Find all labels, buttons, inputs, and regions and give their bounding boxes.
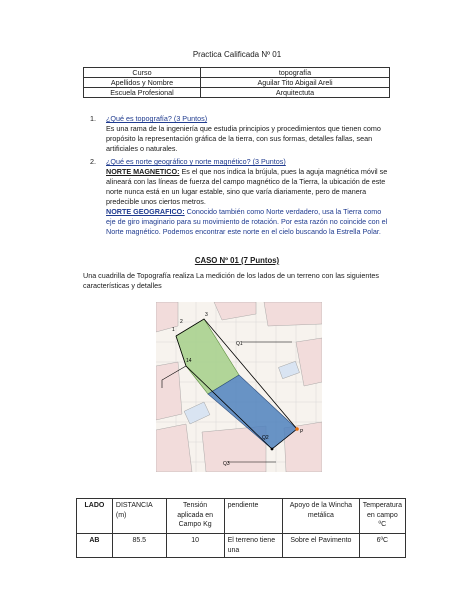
map-label: Q2 bbox=[262, 435, 269, 441]
question-answer: Es una rama de la ingeniería que estudia principios y procedimientos que tienen como propósito la representación gráfica de la tierra, con sus formas, detalles fallas, sean artificiales o naturales. bbox=[106, 124, 381, 153]
info-row bbox=[84, 88, 390, 98]
table-row bbox=[77, 534, 406, 558]
geographic-north-paragraph bbox=[106, 207, 390, 237]
station-marker bbox=[295, 427, 299, 431]
geographic-north-text: Conocido también como Norte verdadero, usa la Tierra como eje de giro imaginario para su movimiento de rotación. Por esta razón no coincide con el Norte magnético. Podemos encontrar este norte en el cielo buscando la Estrella Polar. bbox=[106, 207, 388, 236]
student-info-table bbox=[83, 67, 390, 98]
table-cell: Sobre el Pavimento bbox=[283, 534, 360, 558]
header-cell: pendiente bbox=[224, 499, 282, 534]
info-value: Arquitectuta bbox=[201, 88, 390, 98]
station-marker bbox=[271, 448, 274, 451]
info-value: Aguilar Tito Abigail Areli bbox=[201, 78, 390, 88]
map-label: Q1 bbox=[236, 341, 243, 347]
header-cell: Apoyo de la Wincha metálica bbox=[283, 499, 360, 534]
table-cell: 10 bbox=[166, 534, 224, 558]
info-row bbox=[84, 78, 390, 88]
table-cell: 85.5 bbox=[112, 534, 166, 558]
map-label: 3 bbox=[205, 312, 208, 318]
table-cell: 6ºC bbox=[359, 534, 405, 558]
case-intro: Una cuadrilla de Topografía realiza La medición de los lados de un terreno con las siguientes características y detalles bbox=[83, 271, 379, 290]
geographic-north-label: NORTE GEOGRAFICO: bbox=[106, 207, 185, 216]
table-header-row bbox=[77, 499, 406, 534]
info-value: topografía bbox=[201, 68, 390, 78]
question-heading: ¿Qué es topografía? (3 Puntos) bbox=[106, 114, 208, 123]
magnetic-north-paragraph bbox=[106, 167, 390, 207]
magnetic-north-text: Es el que nos indica la brújula, pues la aguja magnética móvil se alineará con las líneas de fuerza del campo magnético de la Tierra, la ubicación de este norte nunca está en un lugar estable, sino que varía diariamente, pero de manera predecible unos ciertos metros. bbox=[106, 167, 388, 206]
info-row bbox=[84, 68, 390, 78]
question-number: 1. bbox=[90, 114, 96, 123]
magnetic-north-label: NORTE MAGNETICO: bbox=[106, 167, 180, 176]
info-label: Apellidos y Nombre bbox=[84, 78, 201, 88]
info-label: Escuela Profesional bbox=[84, 88, 201, 98]
terrain-map bbox=[156, 302, 322, 472]
header-cell: LADO bbox=[77, 499, 113, 534]
map-label: 14 bbox=[186, 358, 192, 364]
map-label: P bbox=[300, 429, 304, 435]
info-label: Curso bbox=[84, 68, 201, 78]
question-1 bbox=[90, 114, 390, 154]
header-cell: DISTANCIA (m) bbox=[112, 499, 166, 534]
map-label: 2 bbox=[180, 319, 183, 325]
table-cell: El terreno tiene una bbox=[224, 534, 282, 558]
table-cell: AB bbox=[77, 534, 113, 558]
question-2 bbox=[90, 157, 390, 237]
question-number: 2. bbox=[90, 157, 96, 166]
header-cell: Tensión aplicada en Campo Kg bbox=[166, 499, 224, 534]
question-heading: ¿Qué es norte geográfico y norte magnético? (3 Puntos) bbox=[106, 157, 286, 166]
map-label: Q3 bbox=[223, 461, 230, 467]
case-title: CASO Nº 01 (7 Puntos) bbox=[194, 256, 280, 265]
measurement-table bbox=[76, 498, 406, 558]
header-cell: Temperatura en campo ºC bbox=[359, 499, 405, 534]
document-title: Practica Calificada Nº 01 bbox=[192, 50, 282, 59]
map-label: 1 bbox=[172, 327, 175, 333]
